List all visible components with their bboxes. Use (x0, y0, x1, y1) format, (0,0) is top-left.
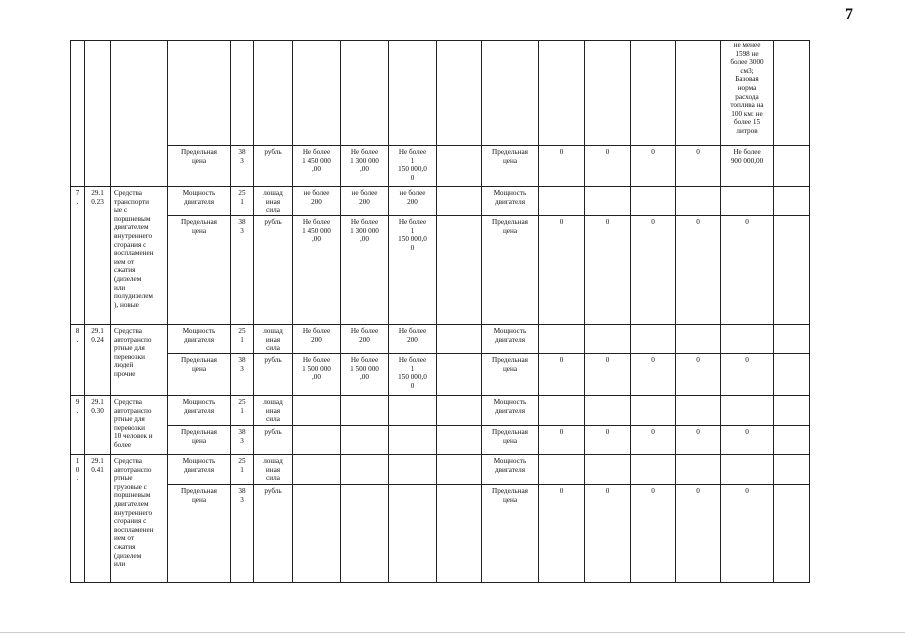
item-description: Средства автотранспо ртные грузовые с поршневым двигателем внутреннего сгорания с воспламенен ием от сжатия (дизелем или (114, 457, 154, 569)
column-rule (110, 40, 111, 583)
zero-value: 0 (651, 428, 655, 436)
column-rule (436, 40, 437, 583)
zero-value: 0 (696, 428, 700, 436)
param-name-2: Мощность двигателя (493, 189, 527, 206)
okei-code: 25 1 (238, 327, 246, 344)
item-description: Средства автотранспо ртные для перевозки людей прочие (114, 327, 152, 378)
zero-value: 0 (696, 148, 700, 156)
page-number: 7 (845, 6, 853, 23)
zero-value: 0 (651, 487, 655, 495)
zero-value: 0 (651, 148, 655, 156)
continuation-text: не менее 1598 не более 3000 см3; Базовая норма расхода топлива на 100 км: не более 15 литров (730, 41, 764, 135)
okei-code: 38 3 (238, 487, 246, 504)
value-group-1: Не более 200 (302, 327, 331, 344)
zero-value: 0 (696, 356, 700, 364)
column-rule (70, 40, 71, 583)
param-name-2: Мощность двигателя (493, 398, 527, 415)
okei-code: 38 3 (238, 428, 246, 445)
param-name: Предельная цена (181, 428, 217, 445)
unit: лошад иная сила (263, 457, 283, 483)
unit: лошад иная сила (263, 189, 283, 215)
value-group-2: Не более 1 300 000 ,00 (350, 218, 379, 244)
value-group-1: Не более 1 450 000 ,00 (302, 218, 331, 244)
row-number: 8 . (75, 327, 80, 344)
zero-value: 0 (605, 428, 610, 436)
zero-value: 0 (696, 218, 700, 226)
zero-value: 0 (696, 487, 700, 495)
unit: рубль (264, 356, 282, 364)
okpd-code: 29.1 0.23 (91, 189, 104, 206)
okei-code: 38 3 (238, 218, 246, 235)
zero-value: 0 (651, 356, 655, 364)
param-name: Предельная цена (181, 148, 217, 165)
column-rule (675, 40, 676, 583)
value-group-2: не более 200 (351, 189, 378, 206)
value-group-3: Не более 1 150 000,0 0 (398, 148, 427, 182)
item-description: Средства транспорти ые с поршневым двигателем внутреннего сгорания с воспламенен ием от сжатия (дизелем или полудизелем ), новые (114, 189, 154, 309)
param-name-2: Предельная цена (492, 218, 528, 235)
page-bottom-rule (0, 632, 905, 633)
param-name: Предельная цена (181, 218, 217, 235)
param-name-2: Предельная цена (492, 148, 528, 165)
value-group-2: Не более 1 300 000 ,00 (350, 148, 379, 174)
column-rule (253, 40, 254, 583)
zero-value: 0 (559, 218, 564, 226)
column-rule (84, 40, 85, 583)
table-rule (167, 425, 810, 426)
zero-value: 0 (559, 148, 564, 156)
value-group-1: Не более 1 450 000 ,00 (302, 148, 331, 174)
param-name: Предельная цена (181, 487, 217, 504)
zero-value: 0 (745, 487, 749, 495)
characteristics-table (70, 40, 810, 583)
zero-value: 0 (745, 356, 749, 364)
table-rule (70, 454, 810, 455)
zero-value: 0 (745, 218, 749, 226)
column-rule (630, 40, 631, 583)
param-name-2: Предельная цена (492, 428, 528, 445)
param-name: Мощность двигателя (182, 327, 216, 344)
param-name: Мощность двигателя (182, 457, 216, 474)
unit: лошад иная сила (263, 398, 283, 424)
table-rule (70, 324, 810, 325)
table-bottom-border (70, 582, 810, 583)
param-name-2: Предельная цена (492, 356, 528, 373)
value-group-2: Не более 200 (350, 327, 379, 344)
zero-value: 0 (651, 218, 655, 226)
value-group-3: Не более 1 150 000,0 0 (398, 356, 427, 390)
table-top-border (70, 40, 810, 41)
unit: рубль (264, 148, 282, 156)
param-name-2: Предельная цена (492, 487, 528, 504)
param-name: Предельная цена (181, 356, 217, 373)
column-rule (773, 40, 774, 583)
column-rule (538, 40, 539, 583)
param-name: Мощность двигателя (182, 189, 216, 206)
table-rule (167, 145, 810, 146)
row-number: 1 0 . (75, 457, 80, 483)
row-number: 7 . (75, 189, 80, 206)
value-group-1: не более 200 (303, 189, 330, 206)
unit: рубль (264, 218, 282, 226)
column-rule (584, 40, 585, 583)
item-description: Средства автотранспо ртные для перевозки 10 человек и более (114, 398, 153, 449)
zero-value: 0 (605, 356, 610, 364)
zero-value: 0 (559, 428, 564, 436)
okei-code: 25 1 (238, 457, 246, 474)
value-group-3: Не более 1 150 000,0 0 (398, 218, 427, 252)
table-rule (167, 353, 810, 354)
param-name-2: Мощность двигателя (493, 327, 527, 344)
column-rule (809, 40, 810, 583)
okei-code: 38 3 (238, 356, 246, 373)
zero-value: 0 (745, 428, 749, 436)
table-rule (167, 484, 810, 485)
table-rule (70, 186, 810, 187)
okei-code: 25 1 (238, 189, 246, 206)
row-number: 9 . (75, 398, 80, 415)
unit: рубль (264, 428, 282, 436)
value-group-1: Не более 1 500 000 ,00 (302, 356, 331, 382)
zero-value: 0 (605, 218, 610, 226)
zero-value: 0 (605, 148, 610, 156)
value-group-3: Не более 200 (398, 327, 427, 344)
zero-value: 0 (559, 487, 564, 495)
okpd-code: 29.1 0.30 (91, 398, 104, 415)
value-group-2: Не более 1 500 000 ,00 (350, 356, 379, 382)
okpd-code: 29.1 0.41 (91, 457, 104, 474)
unit: лошад иная сила (263, 327, 283, 353)
zero-value: 0 (559, 356, 564, 364)
zero-value: 0 (605, 487, 610, 495)
table-rule (70, 395, 810, 396)
last-value: Не более 900 000,00 (730, 148, 764, 165)
column-rule (388, 40, 389, 583)
param-name: Мощность двигателя (182, 398, 216, 415)
param-name-2: Мощность двигателя (493, 457, 527, 474)
column-rule (292, 40, 293, 583)
okpd-code: 29.1 0.24 (91, 327, 104, 344)
table-rule (167, 215, 810, 216)
okei-code: 38 3 (238, 148, 246, 165)
column-rule (340, 40, 341, 583)
value-group-3: не более 200 (399, 189, 426, 206)
okei-code: 25 1 (238, 398, 246, 415)
unit: рубль (264, 487, 282, 495)
